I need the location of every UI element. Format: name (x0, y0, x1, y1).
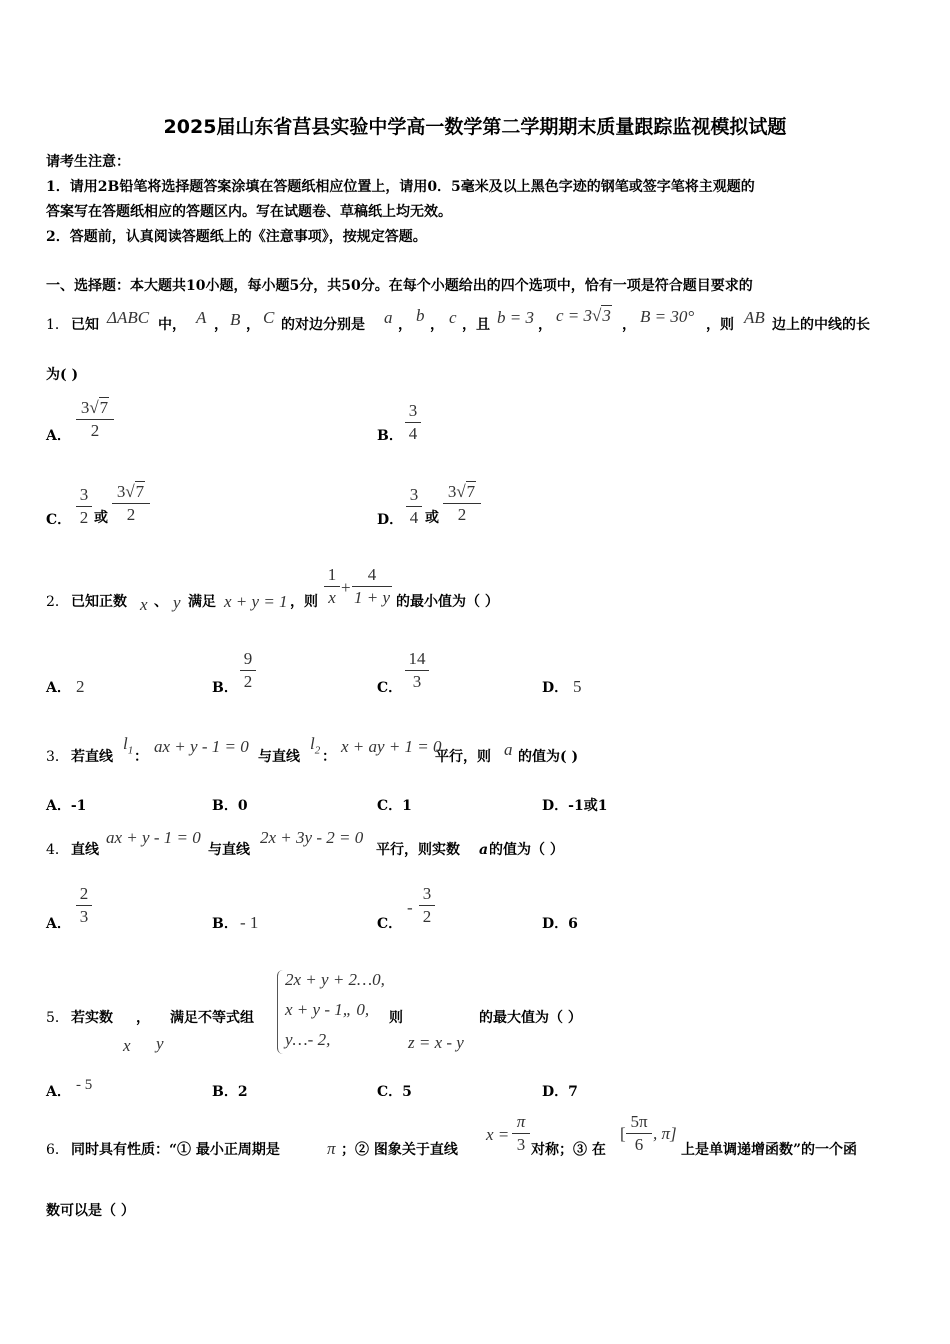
fraction-bar (626, 1133, 652, 1134)
q1-text-5: ，则 (706, 317, 734, 333)
q3-l2-letter: l (310, 734, 315, 753)
q1-b-numerator: 3 (408, 401, 418, 420)
q1-option-c-fraction-2 (112, 482, 150, 525)
q2-option-d-value: 5 (573, 677, 582, 696)
q3-text-1: 若直线 (71, 749, 113, 765)
q3-colon-2: ： (322, 749, 336, 765)
q1-c-num-2: 3√7 (116, 482, 145, 501)
q2-f2-denominator: 1 + y (353, 588, 391, 607)
q2-text-4: 的最小值为（ ） (396, 594, 499, 610)
q1-d-num-2-coef: 3 (447, 482, 457, 501)
q5-system-brace (277, 970, 284, 1054)
q4-option-d: D．6 (542, 916, 578, 932)
q1-comma-2: ， (246, 317, 260, 333)
q2-f1-numerator: 1 (327, 565, 337, 584)
q1-math-C: C (263, 308, 275, 327)
q4-a-denominator: 3 (79, 907, 89, 926)
q1-option-d-fraction-1 (406, 485, 422, 528)
q1-math-A: A (196, 308, 207, 327)
q2-plus: + (341, 578, 351, 597)
q5-system-line-1: 2x + y + 2…0, (285, 970, 385, 989)
fraction-bar (240, 670, 256, 671)
q4-number: 4． (46, 842, 69, 858)
q2-math-x: x (140, 595, 148, 614)
q1-option-a-fraction (76, 398, 114, 441)
q6-math-x-eq: x = (486, 1125, 510, 1144)
q1-comma-6: ， (622, 317, 636, 333)
q2-number: 2． (46, 594, 69, 610)
q2-math-y: y (173, 593, 181, 612)
notice-heading: 请考生注意： (46, 154, 130, 170)
q1-option-d-or: 或 (425, 510, 439, 526)
q1-math-B: B (230, 310, 241, 329)
q2-option-c-fraction (405, 649, 429, 692)
fraction-bar (76, 905, 92, 906)
q6-text-5: 数可以是（ ） (46, 1203, 135, 1219)
q6-int-denominator: 6 (634, 1135, 644, 1154)
q3-math-l1 (123, 734, 133, 756)
q5-text-2: ， (136, 1010, 150, 1026)
fraction-bar (405, 422, 421, 423)
q1-c-eq-text: c = 3 (556, 306, 593, 325)
q1-text-7: 为( ) (46, 367, 79, 383)
q6-int-numerator: 5π (630, 1112, 648, 1131)
fraction-bar (352, 586, 392, 587)
q1-c-num-2-coef: 3 (116, 482, 126, 501)
q4-math-eq2: 2x + 3y - 2 = 0 (260, 828, 364, 847)
q5-number: 5． (46, 1010, 69, 1026)
q1-option-a-label: A． (46, 428, 71, 444)
q1-d-num-2: 3√7 (447, 482, 476, 501)
q5-system-line-2: x + y - 1„ 0, (285, 1000, 370, 1019)
q6-math-pi: π (327, 1139, 336, 1158)
q5-math-y: y (156, 1034, 164, 1053)
q2-option-b-fraction (240, 649, 256, 692)
q2-fraction-2 (352, 565, 392, 608)
q5-text-5: 的最大值为（ ） (479, 1010, 582, 1026)
notice-line-2: 答案写在答题纸相应的答题区内。写在试题卷、草稿纸上均无效。 (46, 204, 452, 220)
q2-math-condition: x + y = 1 (224, 592, 288, 611)
q6-number: 6． (46, 1142, 69, 1158)
q5-option-a-value: - 5 (76, 1077, 93, 1093)
q4-text-3: 平行，则实数 (376, 842, 460, 858)
q1-comma-5: ， (538, 317, 552, 333)
fraction-bar (76, 419, 114, 420)
q1-math-c-eq (556, 306, 612, 326)
q1-d-den-2: 2 (457, 505, 467, 524)
q1-a-num-coef: 3 (80, 398, 90, 417)
q3-math-eq2: x + ay + 1 = 0 (341, 737, 442, 756)
q6-interval-open: [ (620, 1124, 626, 1143)
q6-interval-fraction (626, 1112, 652, 1155)
q3-text-3: 平行，则 (435, 749, 491, 765)
q1-text-1: 已知 (71, 317, 99, 333)
q3-option-d: D．-1或1 (542, 798, 608, 814)
section-heading: 一、选择题：本大题共10小题，每小题5分，共50分。在每个小题给出的四个选项中，恰有一项是符合题目要求的 (46, 278, 753, 294)
q1-math-b: b (416, 306, 425, 325)
q1-option-d-fraction-2 (443, 482, 481, 525)
q1-c-den-2: 2 (126, 505, 136, 524)
q3-math-l2 (310, 734, 320, 756)
q3-option-a: A．-1 (46, 798, 87, 814)
q1-option-c-label: C． (46, 512, 72, 528)
q4-option-b-value: - 1 (240, 913, 259, 932)
q2-text-3: ，则 (290, 594, 318, 610)
q1-d-radicand-2: 7 (466, 482, 476, 501)
fraction-bar (112, 503, 150, 504)
q2-separator: 、 (154, 594, 168, 610)
q5-math-z: z = x - y (408, 1033, 464, 1052)
q4-option-c-sign: - (407, 898, 413, 917)
q1-c-radicand: 3 (602, 306, 611, 325)
q2-option-b-label: B． (212, 680, 238, 696)
q2-b-numerator: 9 (243, 649, 253, 668)
q5-text-3: 满足不等式组 (170, 1010, 254, 1026)
q6-text-3: 对称；③ 在 (531, 1142, 606, 1158)
fraction-bar (406, 506, 422, 507)
q2-c-numerator: 14 (408, 649, 426, 668)
q5-system-line-3: y…- 2, (285, 1030, 331, 1049)
q1-math-b-eq: b = 3 (497, 308, 534, 327)
q2-b-denominator: 2 (243, 672, 253, 691)
fraction-bar (512, 1133, 530, 1134)
q5-option-d: D．7 (542, 1084, 578, 1100)
q3-colon-1: ： (134, 749, 148, 765)
fraction-bar (76, 506, 92, 507)
q1-d-num-1: 3 (409, 485, 419, 504)
q5-math-x: x (123, 1036, 131, 1055)
q1-math-triangle: ΔABC (107, 308, 150, 327)
q3-math-a: a (504, 740, 513, 759)
q2-f1-denominator: x (328, 588, 336, 607)
notice-line-1: 1．请用2B铅笔将选择题答案涂填在答题纸相应位置上，请用0．5毫米及以上黑色字迹的钢笔或签字笔将主观题的 (46, 179, 755, 195)
q4-text-1: 直线 (71, 842, 99, 858)
q4-c-denominator: 2 (422, 907, 432, 926)
q1-c-num-1: 3 (79, 485, 89, 504)
q2-text-2: 满足 (188, 594, 216, 610)
q1-text-6: 边上的中线的长 (772, 317, 870, 333)
q4-a-numerator: 2 (79, 884, 89, 903)
q4-option-b-label: B． (212, 916, 238, 932)
q3-l2-subscript: 2 (314, 744, 321, 757)
q1-c-radicand-2: 7 (135, 482, 145, 501)
q1-option-d-label: D． (377, 512, 404, 528)
q2-option-a-label: A． (46, 680, 71, 696)
page-title: 2025届山东省莒县实验中学高一数学第二学期期末质量跟踪监视模拟试题 (163, 116, 787, 138)
q1-text-3: 的对边分别是 (281, 317, 365, 333)
fraction-bar (443, 503, 481, 504)
q1-a-denominator: 2 (90, 421, 100, 440)
q4-text-2: 与直线 (208, 842, 250, 858)
q1-c-den-1: 2 (79, 508, 89, 527)
q1-option-b-fraction (405, 401, 421, 444)
q1-comma-3: ， (398, 317, 412, 333)
notice-line-3: 2．答题前，认真阅读答题纸上的《注意事项》，按规定答题。 (46, 229, 427, 245)
q4-text-4: 的值为（ ） (489, 842, 564, 858)
q4-option-c-label: C． (377, 916, 403, 932)
fraction-bar (324, 586, 340, 587)
q5-option-a-label: A． (46, 1084, 71, 1100)
q1-option-c-or: 或 (94, 510, 108, 526)
fraction-bar (405, 670, 429, 671)
q6-interval-rest: , π] (653, 1124, 677, 1143)
q6-f-numerator: π (516, 1112, 526, 1131)
fraction-bar (419, 905, 435, 906)
q4-math-a: a (479, 842, 489, 858)
q4-option-a-label: A． (46, 916, 71, 932)
q6-text-4: 上是单调递增函数”的一个函 (681, 1142, 858, 1158)
q5-option-b: B．2 (212, 1084, 248, 1100)
q3-l1-subscript: 1 (127, 744, 134, 757)
q6-text-1: 同时具有性质：“① 最小正周期是 (71, 1142, 280, 1158)
q2-text-1: 已知正数 (71, 594, 127, 610)
q6-fraction (512, 1112, 530, 1155)
q1-math-a: a (384, 308, 393, 327)
sqrt-sign: √ (592, 306, 602, 325)
q3-option-c: C．1 (377, 798, 412, 814)
q1-comma-1: ， (214, 317, 228, 333)
q4-option-c-fraction (419, 884, 435, 927)
q4-c-numerator: 3 (422, 884, 432, 903)
q2-c-denominator: 3 (412, 672, 422, 691)
q2-fraction-1 (324, 565, 340, 608)
q5-text-1: 若实数 (71, 1010, 113, 1026)
q2-f2-numerator: 4 (367, 565, 377, 584)
q1-b-denominator: 4 (408, 424, 418, 443)
q1-text-4: ，且 (462, 317, 490, 333)
q1-comma-4: ， (430, 317, 444, 333)
q6-text-2: ；② 图象关于直线 (341, 1142, 458, 1158)
q1-number: 1． (46, 317, 69, 333)
q1-text-2: 中， (158, 317, 186, 333)
q4-math-eq1: ax + y - 1 = 0 (106, 828, 201, 847)
q2-option-a-value: 2 (76, 677, 85, 696)
q1-math-c: c (449, 308, 457, 327)
q1-a-radicand: 7 (99, 398, 109, 417)
q3-text-2: 与直线 (258, 749, 300, 765)
q5-option-c: C．5 (377, 1084, 412, 1100)
q6-f-denominator: 3 (516, 1135, 526, 1154)
q1-option-c-fraction-1 (76, 485, 92, 528)
q1-math-AB: AB (744, 308, 765, 327)
q3-number: 3． (46, 749, 69, 765)
q1-a-numerator: 3√7 (80, 398, 109, 417)
q4-option-a-fraction (76, 884, 92, 927)
q3-text-4: 的值为( ) (518, 749, 579, 765)
q5-text-4: 则 (389, 1010, 403, 1026)
q1-option-b-label: B． (377, 428, 403, 444)
q3-math-eq1: ax + y - 1 = 0 (154, 737, 249, 756)
q1-d-den-1: 4 (409, 508, 419, 527)
q3-option-b: B．0 (212, 798, 248, 814)
q2-option-d-label: D． (542, 680, 569, 696)
q2-option-c-label: C． (377, 680, 403, 696)
q3-l1-letter: l (123, 734, 128, 753)
q1-math-B-eq: B = 30° (640, 307, 695, 326)
